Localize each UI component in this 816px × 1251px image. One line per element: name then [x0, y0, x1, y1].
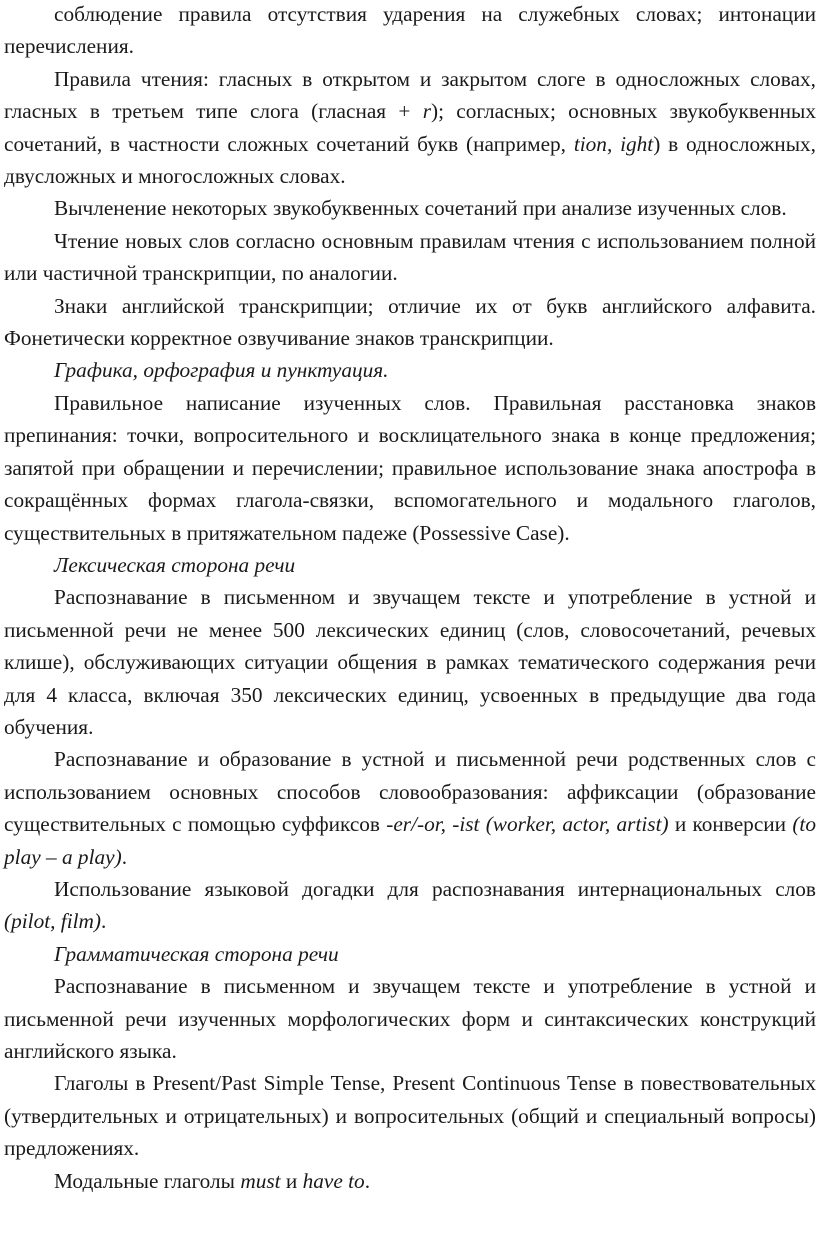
paragraph-correct-spelling — [4, 387, 816, 549]
text-run: ) в односложных, двусложных и многосложных словах. — [4, 131, 816, 189]
text-run: Чтение новых слов согласно основным правилам чтения с использованием полной или частичной транскрипции, по аналогии. — [4, 228, 816, 286]
text-run: Глаголы в Present/Past Simple Tense, Present Continuous Tense в повествовательных (утвердительных и отрицательных) и вопросительных (общий и специальный вопросы) предложениях. — [4, 1071, 816, 1161]
section-heading-graphics-spelling — [4, 354, 816, 386]
text-run: ); согласных; основных звукобуквенных сочетаний, в частности сложных сочетаний букв (например, — [4, 99, 816, 156]
text-run: Знаки английской транскрипции; отличие их от букв английского алфавита. Фонетически корректное озвучивание знаков транскрипции. — [4, 293, 816, 351]
text-run: . — [101, 909, 107, 934]
text-run: Правила чтения: гласных в открытом и закрытом слоге в односложных словах, гласных в третьем типе слога (гласная + — [4, 66, 816, 124]
paragraph-language-guess — [4, 873, 816, 938]
text-run: Распознавание в письменном и звучащем тексте и употребление в устной и письменной речи не менее 500 лексических единиц (слов, словосочетаний, речевых клише), обслуживающих ситуации общения в рамках тематического содержания речи для 4 класса, включая 350 лексических единиц, усвоенных в предыдущие два года обучения. — [4, 585, 816, 739]
paragraph-intonation-rules — [4, 0, 816, 63]
paragraph-letter-combinations — [4, 192, 816, 224]
paragraph-verb-tenses — [4, 1067, 816, 1164]
paragraph-word-formation — [4, 743, 816, 873]
text-run: Вычленение некоторых звукобуквенных сочетаний при анализе изученных слов. — [54, 196, 787, 221]
text-run: и — [280, 1168, 303, 1193]
heading-text: Грамматическая сторона речи — [54, 941, 339, 966]
paragraph-reading-rules — [4, 63, 816, 193]
text-run: соблюдение правила отсутствия ударения на служебных словах; интонации перечисления. — [4, 2, 816, 59]
paragraph-modal-verbs — [4, 1165, 816, 1197]
section-heading-lexical — [4, 549, 816, 581]
italic-run: have to — [302, 1168, 365, 1193]
italic-run: -er/-or, -ist (worker, actor, artist) — [386, 812, 669, 837]
section-heading-grammar — [4, 938, 816, 970]
italic-run: r — [422, 99, 431, 124]
text-run: . — [121, 844, 128, 869]
paragraph-transcription-signs — [4, 290, 816, 355]
italic-run: tion, ight — [573, 131, 654, 156]
text-run: Распознавание и образование в устной и письменной речи родственных слов с использованием основных способов словообразования: аффиксации (образование существительных с помощью суффиксов — [4, 747, 816, 837]
text-run: и конверсии — [668, 812, 793, 837]
text-run: Модальные глаголы — [54, 1168, 241, 1193]
italic-run: (pilot, film) — [4, 909, 102, 934]
italic-run: (to play – a play) — [4, 812, 816, 869]
paragraph-reading-new-words — [4, 225, 816, 290]
text-run: Распознавание в письменном и звучащем тексте и употребление в устной и письменной речи изученных морфологических форм и синтаксических конструкций английского языка. — [4, 974, 816, 1063]
italic-run: must — [240, 1168, 281, 1193]
heading-text: Графика, орфография и пунктуация. — [54, 358, 389, 383]
heading-text: Лексическая сторона речи — [54, 552, 296, 577]
paragraph-lexical-units — [4, 581, 816, 743]
text-run: Использование языковой догадки для распознавания интернациональных слов — [54, 876, 816, 901]
text-run: . — [364, 1168, 371, 1193]
paragraph-grammar-forms — [4, 970, 816, 1067]
text-run: Правильное написание изученных слов. Правильная расстановка знаков препинания: точки, вопросительного и восклицательного знака в конце предложения; запятой при обращении и перечислении; правильное использование знака апострофа в сокращённых формах глагола-связки, вспомогательного и модального глаголов, существительных в притяжательном падеже (Possessive Case). — [4, 390, 816, 545]
